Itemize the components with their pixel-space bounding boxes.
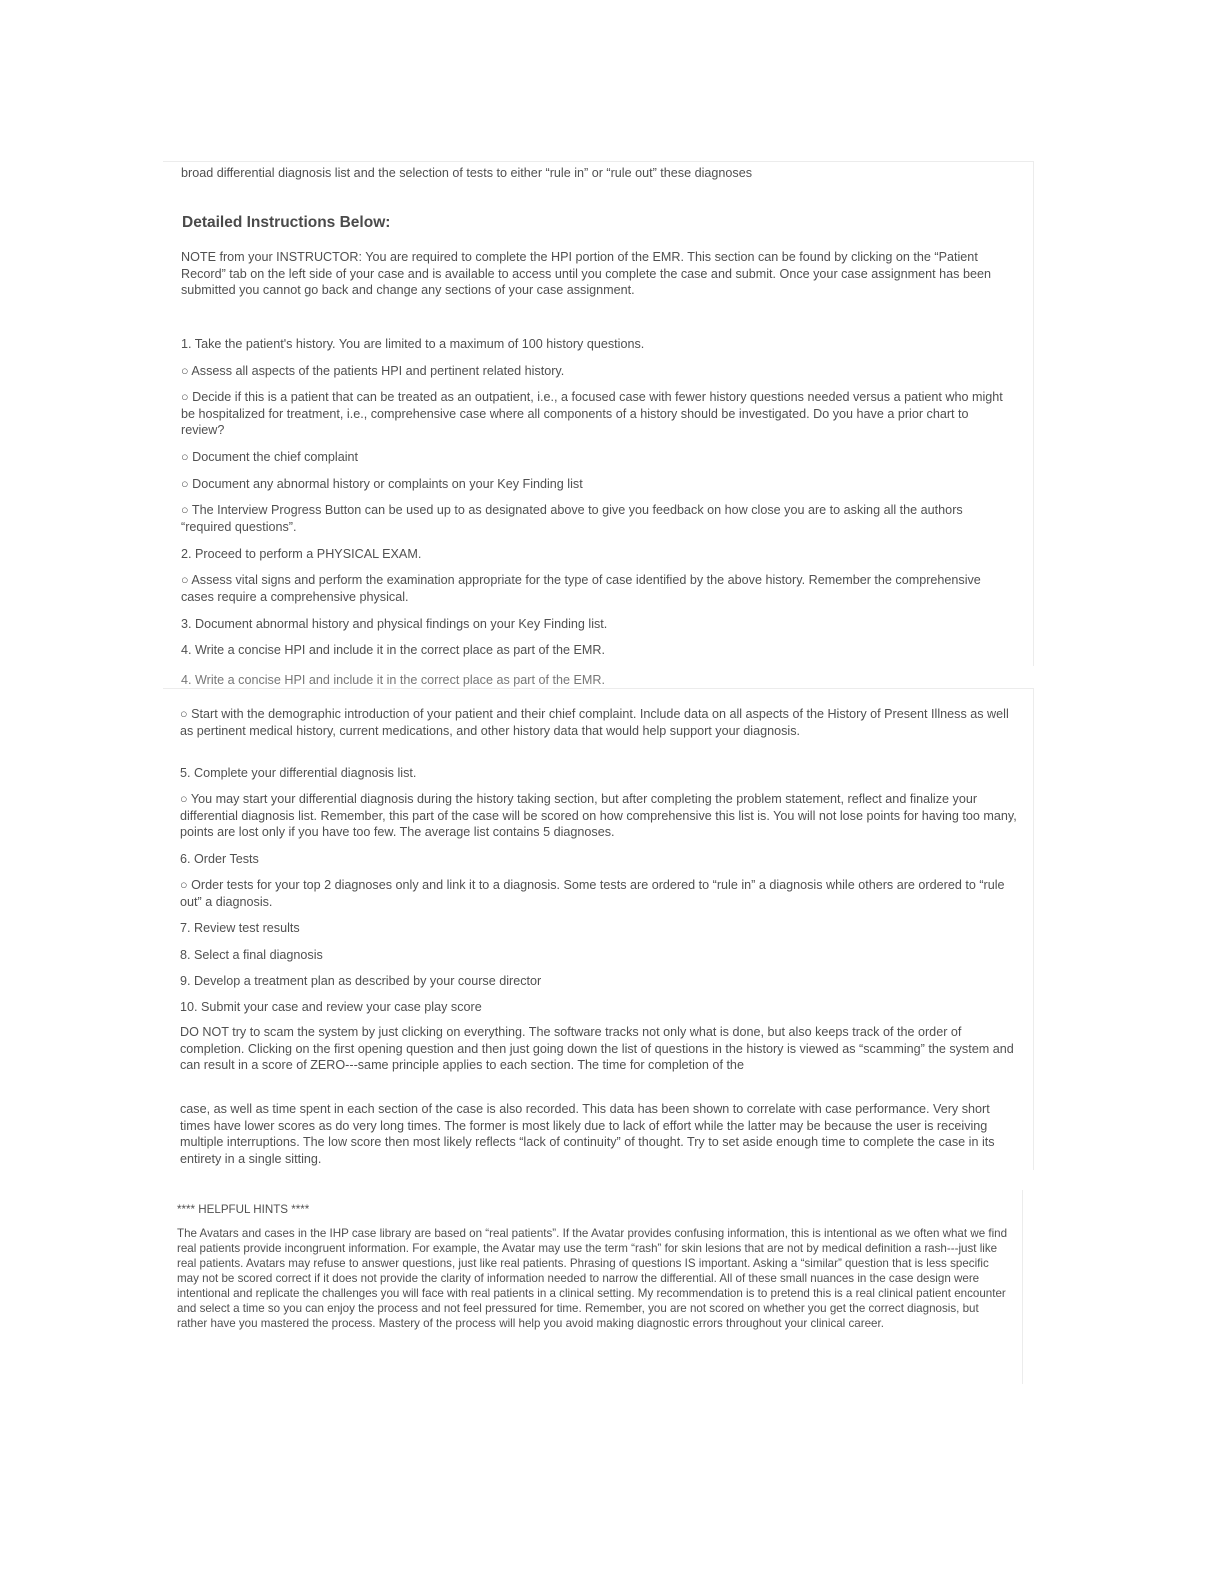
step-6: 6. Order Tests — [180, 852, 259, 866]
step-1-bullet-b: ○ Decide if this is a patient that can be treated as an outpatient, i.e., a focused case with fewer history questions needed versus a patient who might be hospitalized for treatment, i.e., comprehensive case where all components of a history should be investigated. Do you have a prior chart to review? — [181, 390, 1003, 437]
helpful-hints-body: The Avatars and cases in the IHP case library are based on “real patients”. If the Avatar provides confusing information, this is intentional as we often what we find real patients provide incongruent information. For example, the Avatar may use the term “rash” for skin lesions that are not by medical definition a rash---just like real patients. Avatars may refuse to answer questions, just like real patients. Phrasing of questions IS important. Asking a “similar” question that is less specific may not be scored correct if it does not provide the clarity of information needed to narrow the differential. All of these small nuances in the case design were intentional and replicate the challenges you will face with real patients in a clinical setting. My recommendation is to pretend this is a real clinical patient encounter and select a time so you can enjoy the process and not feel pressured for time. Remember, you are not scored on whether you get the correct diagnosis, but rather have you mastered the process. Mastery of the process will help you avoid making diagnostic errors throughout your clinical career. — [177, 1227, 1008, 1330]
helpful-hints-heading: **** HELPFUL HINTS **** — [177, 1203, 310, 1216]
instructions-panel-continued — [163, 673, 1034, 1170]
step-5: 5. Complete your differential diagnosis list. — [180, 766, 417, 780]
step-6-bullet-a: ○ Order tests for your top 2 diagnoses only and link it to a diagnosis. Some tests are ordered to “rule in” a diagnosis while others are ordered to “rule out” a diagnosis. — [180, 878, 1005, 909]
helpful-hints-panel — [163, 1190, 1023, 1384]
step-2: 2. Proceed to perform a PHYSICAL EXAM. — [181, 547, 422, 561]
step-5-bullet-a: ○ You may start your differential diagnosis during the history taking section, but after completing the problem statement, reflect and finalize your differential diagnosis list. Remember, this part of the case will be scored on how comprehensive this list is. You will not lose points for having too many, points are lost only if you have too few. The average list contains 5 diagnoses. — [180, 792, 1017, 839]
step-4-bullet-a: ○ Start with the demographic introduction of your patient and their chief complaint. Include data on all aspects of the History of Present Illness as well as pertinent medical history, current medications, and other history data that would help support your diagnosis. — [180, 707, 1009, 738]
scam-warning-continued: case, as well as time spent in each section of the case is also recorded. This data has been shown to correlate with case performance. Very short times have lower scores as do very long times. The former is most likely due to lack of effort while the latter may be because the user is receiving multiple interruptions. The low score then most likely reflects “lack of continuity” of thought. Try to set aside enough time to complete the case in its entirety in a single sitting. — [180, 1102, 995, 1166]
step-2-bullet-a: ○ Assess vital signs and perform the examination appropriate for the type of case identified by the above history. Remember the comprehensive cases require a comprehensive physical. — [181, 573, 981, 604]
step-1-bullet-c: ○ Document the chief complaint — [181, 450, 359, 464]
scam-warning: DO NOT try to scam the system by just clicking on everything. The software tracks not only what is done, but also keeps track of the order of completion. Clicking on the first opening question and then just going down the list of questions in the history is viewed as “scamming” the system and can result in a score of ZERO---same principle applies to each section. The time for completion of the — [180, 1025, 1014, 1072]
step-1-bullet-a: ○ Assess all aspects of the patients HPI and pertinent related history. — [181, 364, 565, 378]
step-1-bullet-d: ○ Document any abnormal history or complaints on your Key Finding list — [181, 477, 583, 491]
intro-tail-text: broad differential diagnosis list and the selection of tests to either “rule in” or “rule out” these diagnoses — [181, 166, 753, 180]
step-4: 4. Write a concise HPI and include it in the correct place as part of the EMR. — [181, 643, 605, 657]
instructor-note: NOTE from your INSTRUCTOR: You are required to complete the HPI portion of the EMR. This section can be found by clicking on the “Patient Record” tab on the left side of your case and is available to access until you complete the case and submit. Once your case assignment has been submitted you cannot go back and change any sections of your case assignment. — [181, 250, 991, 297]
instructions-panel — [163, 161, 1034, 666]
detailed-instructions-heading: Detailed Instructions Below: — [182, 214, 391, 231]
step-10: 10. Submit your case and review your case play score — [180, 1000, 482, 1014]
cutoff-line: 4. Write a concise HPI and include it in the correct place as part of the EMR. — [181, 673, 605, 687]
step-9: 9. Develop a treatment plan as described by your course director — [180, 974, 542, 988]
step-1: 1. Take the patient's history. You are limited to a maximum of 100 history questions. — [181, 337, 645, 351]
step-8: 8. Select a final diagnosis — [180, 948, 323, 962]
step-7: 7. Review test results — [180, 921, 300, 935]
step-1-bullet-e: ○ The Interview Progress Button can be used up to as designated above to give you feedback on how close you are to asking all the authors “required questions”. — [181, 503, 963, 534]
step-3: 3. Document abnormal history and physical findings on your Key Finding list. — [181, 617, 608, 631]
